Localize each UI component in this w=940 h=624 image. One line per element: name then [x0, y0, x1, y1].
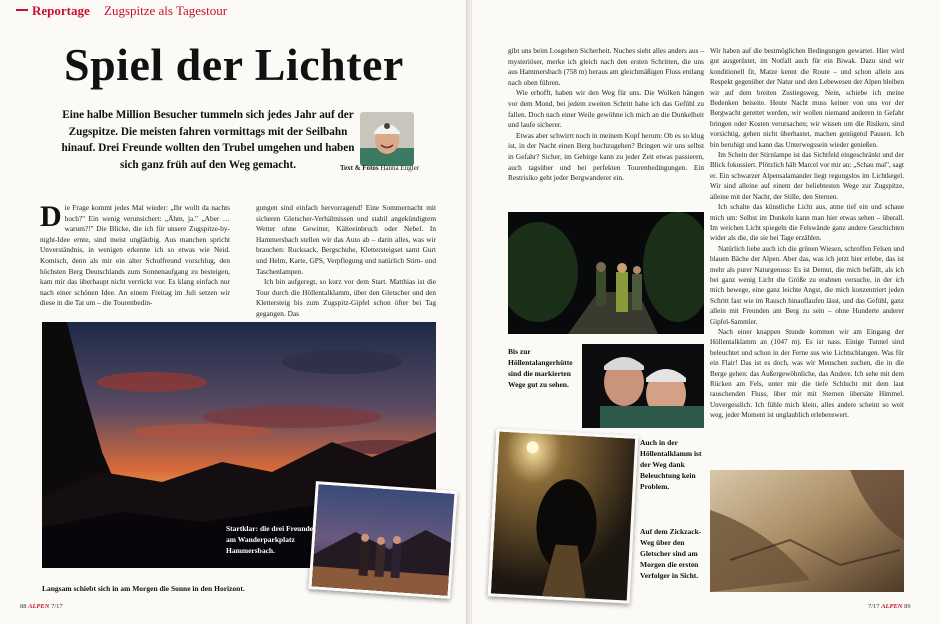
author-credit — [340, 164, 419, 172]
article-title: Spiel der Lichter — [64, 39, 404, 90]
gorge-tunnel-photo — [488, 428, 639, 603]
text-column-1 — [40, 200, 230, 309]
column-2-paragraph: gungen sind einfach hervorragend! Eine Sommernacht mit sicheren Gletscher-Verhältnissen und stabil angekündigtem Wetter ohne Gewitter, Kälteeinbruch oder Nebel. In Hammersbach stellen wir das Auto ab – darin alles, was wir brauchen: Rucksack, Bergschuhe, Klettersteigset samt Gurt und Helm, Karte, GPS, Verpflegung und natürlich Stirn- und Taschenlampen. — [256, 203, 436, 276]
header-rubric: Reportage — [32, 3, 90, 18]
credit-author: Hanna Engler — [380, 164, 420, 172]
text-column-3 — [508, 46, 704, 184]
article-lead: Eine halbe Million Besucher tummeln sich jedes Jahr auf der Zugspitze. Die meisten fahren vormittags mit der Seilbahn hinauf. Drei Freunde wollten den Trubel umgehen und haben sich ganz früh auf den Weg gemacht. — [61, 109, 355, 171]
left-page — [0, 0, 468, 624]
issue-left: 7/17 — [51, 603, 63, 610]
header-topic: Zugspitze als Tagestour — [104, 3, 228, 18]
column-3-paragraph: Wie erhofft, haben wir den Weg für uns. Die Wolken hängen vor dem Mond, bei jedem zweiten Schritt habe ich das Gefühl zu fallen. Doch nach einer Weile gewöhne ich mich an die Dunkelheit und laufe sicherer. — [508, 88, 704, 130]
caption-hut: Bis zur Höllentalangerhütte sind die markierten Wege gut zu sehen. — [508, 347, 573, 389]
caption-sunset: Langsam schiebt sich in am Morgen die Sonne in den Horizont. — [42, 584, 245, 593]
column-3-paragraph: gibt uns beim Losgehen Sicherheit. Nuches sieht alles anders aus – mysteriöser, merke ich gleich nach den ersten Schritten, die uns aus Hammersbach (758 m) heraus am gleichmäßigen Fluss entlang nach oben führen. — [508, 46, 704, 87]
column-2-paragraph: Ich bin aufgeregt, so kurz vor dem Start. Matthias ist die Tour durch die Höllentalklamm, über den Gletscher und den Klettersteig bis zum Zugspitz-Gipfel schon öfter bei Tag gegangen. Das — [256, 277, 436, 318]
header-rule — [16, 9, 28, 11]
credit-label: Text & Fotos — [340, 164, 379, 172]
night-hike-photo — [508, 212, 704, 334]
column-4-paragraph: Nach einer knappen Stunde kommen wir am Eingang der Höllentalklamm an (1047 m). Es ist nass. Einige Tunnel sind beleuchtet und schon in der Ferne sus wie Lichtschlangen. Was für ein Flair! Das ist es doch, was wir Menschen suchen, die in die Berge gehen: das Außergewöhnliche, das Andere. Ich sehe mit dem Rücken am Fels, unter mir die tiefe Schlucht mit dem laut rauschenden Fluss, über mir mit Sternen übersäte Himmel. Unvergesslich. Ich fühle mich klein, alles andere scheint so weit weg, jeder Moment ist unglaublich erlebenswert. — [710, 327, 904, 420]
drop-cap: D — [40, 200, 62, 233]
column-1-text: ie Frage kommt jedes Mal wieder: „Ihr wollt da nachts hoch?" Ein wenig verunsichert: „Ähm, ja." „Aber … warum?!" Die Blicke, die ich für unsere Zugspitze-by-night-Idee ernte, sind meist ungläubig. Aus manchen spricht Unverständnis, in wenigen erkenne ich so etwas wie Neid. Komisch, denn als mir ein alter Schulfreund vorschlug, den höchsten Berg Deutschlands zum Sonnenaufgang zu besteigen, kam mir das überhaupt nicht verrückt vor. Es klang einfach nur nach einer schönen Idee. An einem Freitag im Juli setzen wir diese in die Tat um – die Tourenbedin- — [40, 203, 230, 308]
caption-gorge: Auch in der Höllentalklamm ist der Weg dank Beleuchtung kein Problem. — [640, 438, 702, 491]
column-3-paragraph: Etwas aber schwirrt noch in meinem Kopf herum: Ob es so klug ist, in der Nacht einen Berg hochzugehen? Bringen wir uns selbst in Gefahr? Sicher, im Gebirge kann zu jeder Zeit etwas passieren, auch tagsüber und bei perfekten Tourenbedingungen. Ein Restrisiko geht jeder Bergwanderer ein. — [508, 130, 704, 183]
issue-right: 7/17 — [868, 603, 880, 610]
selfie-photo — [582, 344, 704, 428]
start-photo — [308, 481, 457, 599]
caption-start: Startklar: die drei Freunde am Wanderparkplatz Hammersbach. — [226, 524, 314, 555]
column-4-paragraph: Natürlich liebe auch ich die grünen Wiesen, schroffen Felsen und blauen Bäche der Alpen. Aber das, was ich jetzt hier erlebe, das ist mehr als purer Naturgenuss: Es ist Demut, die mich befällt, als ich bei ganz wenig Licht die Größe zu erahnen versuche, in der ich mich bewege, eine ganz leichte Angst, die mich konzentriert jeden Schritt fast wie im Rausch hinauflaufen lässt, und das Gefühl, ganz allein mit Freunden am Berg zu sein – ohne Hunderte anderer Gipfel-Sammler. — [710, 244, 904, 326]
right-page — [472, 0, 940, 624]
footer-right — [868, 603, 911, 610]
column-4-paragraph: Im Schein der Stirnlampe ist das Sichtfeld eingeschränkt und der Blick fokussiert. Plötzlich hält Marcel vor mir an: „Schau mal", sagt er. Ein schwarzer Alpensalamander liegt regungslos im Lichtkegel. Wir sind alleine auf einem der beliebtesten Wege zur Zugspitze, alleine mit der Nacht, der Stille, den Sternen. — [710, 151, 904, 201]
brand-logo-right: ALPEN — [881, 603, 903, 610]
footer-left — [20, 603, 63, 610]
column-4-paragraph: Ich schalte das künstliche Licht aus, atme tief ein und schaue mich um: Selbst im Dunkeln kann man hier etwas sehen – überall. Im weichen Licht spiegeln die Felswände ganz andere Geschichten wider als die, die sie bei Tage erzählen. — [710, 203, 904, 243]
caption-zigzag: Auf dem Zickzack-Weg über den Gletscher sind am Morgen die ersten Verfolger in Sicht. — [640, 527, 702, 580]
column-4-paragraph: Wir haben auf die bestmöglichen Bedingungen gewartet. Hier wird gut ausgerüstet, im Notfall auch für ein Biwak. Dazu sind wir konditionell fit, Matze kennt die Route – und schon allein aus Respekt gegenüber der Natur und den Lebewesen der Alpen bleiben wir auf dem breiten Zustiegsweg. Nein, schiebe ich meine Bedenken beiseite. Heute Nacht muss keiner von uns vor der Bergwacht gerettet werden, wir wollen niemand anderen in Gefahr bringen oder Kosten verursachen; wir wissen um die Risiken, sind vorsichtig, gehen nicht überhastet, machen genügend Pausen. Ich bin beruhigt und kann das Unterwegssein wieder genießen. — [710, 47, 904, 149]
brand-logo-left: ALPEN — [28, 603, 50, 610]
page-number-left: 88 — [20, 603, 27, 610]
text-column-2 — [256, 203, 436, 320]
page-number-right: 89 — [904, 603, 911, 610]
author-portrait — [360, 112, 414, 166]
text-column-4 — [710, 46, 904, 421]
glacier-photo — [710, 470, 904, 592]
